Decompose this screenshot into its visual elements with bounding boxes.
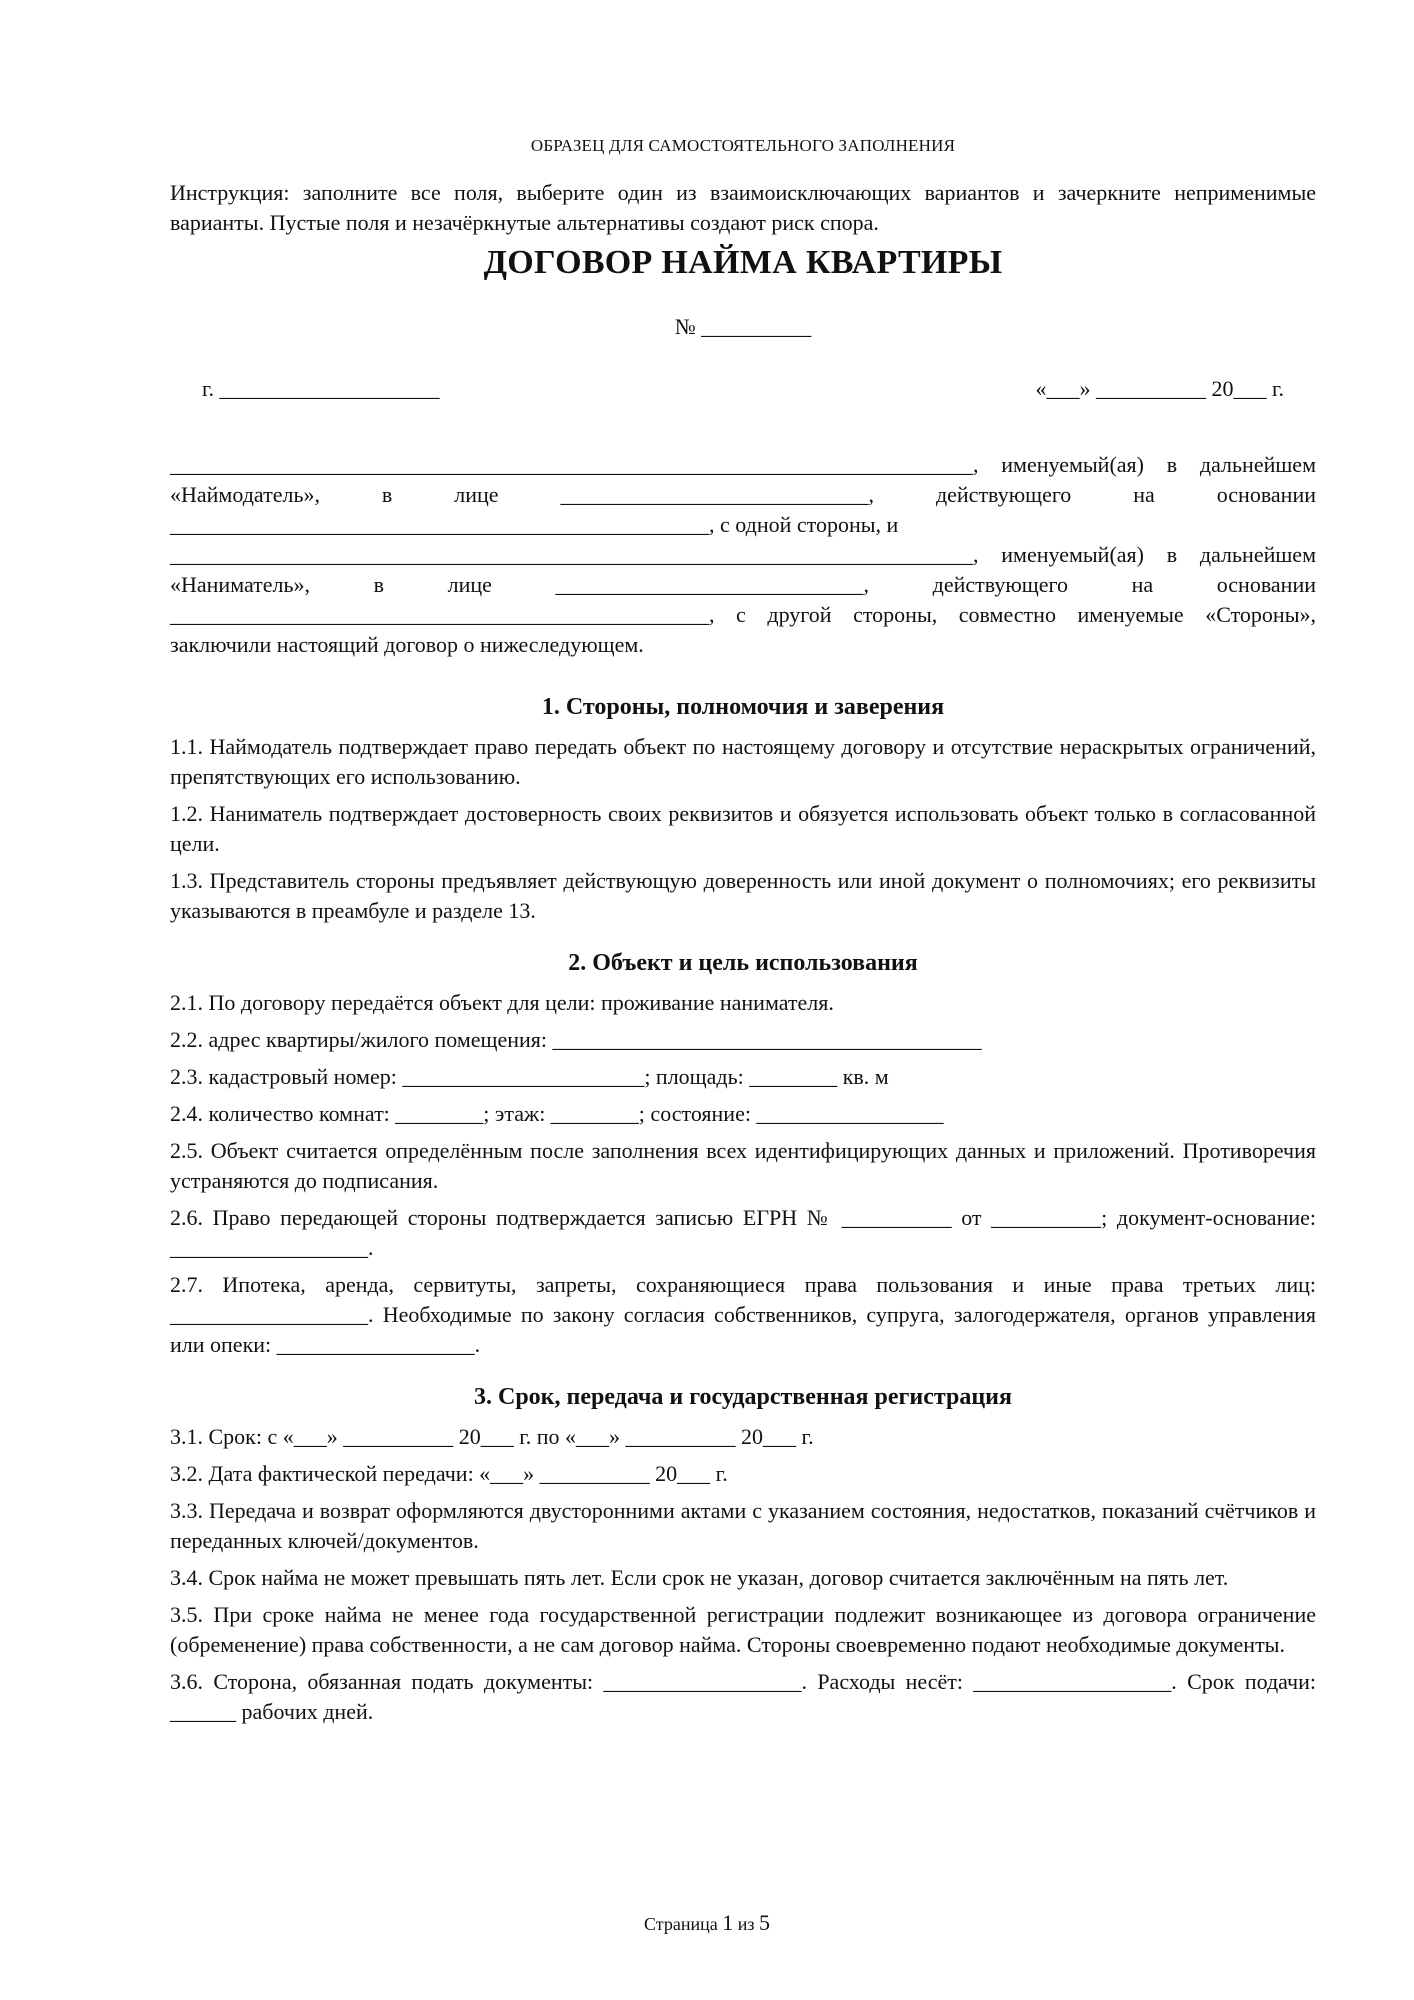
preamble-landlord: _________________________________________________________________________, именуемый(ая) в дальнейшем «Наймодатель», в лице ____________________________, действующего на основании _________________________________________________, с одной стороны, и (170, 452, 1316, 537)
section-1 (170, 692, 1316, 926)
contract-sections (170, 692, 1316, 1734)
clause-2-7: 2.7. Ипотека, аренда, сервитуты, запреты, сохраняющиеся права пользования и иные права третьих лиц: __________________. Необходимые по закону согласия собственников, супруга, залогодержателя, органов управления или опеки: __________________. (170, 1272, 1316, 1357)
clause-1-1: 1.1. Наймодатель подтверждает право передать объект по настоящему договору и отсутствие нераскрытых ограничений, препятствующих его использованию. (170, 734, 1316, 789)
clause-1-3: 1.3. Представитель стороны предъявляет действующую доверенность или иной документ о полномочиях; его реквизиты указываются в преамбуле и разделе 13. (170, 868, 1316, 923)
clause-2-4: 2.4. количество комнат: ________; этаж: ________; состояние: _________________ (170, 1101, 944, 1126)
preamble-tenant: _________________________________________________________________________, именуемый(ая) в дальнейшем «Наниматель», в лице ____________________________, действующего на основании _________________________________________________, с другой стороны, совместно именуемые «Стороны», заключили настоящий договор о нижеследующем. (170, 542, 1316, 657)
page-word: Страница (644, 1914, 718, 1934)
section-title: 3. Срок, передача и государственная регистрация (474, 1384, 1012, 1410)
section-3 (170, 1382, 1316, 1727)
date-field: «___» __________ 20___ г. (1035, 376, 1284, 401)
clause-2-5: 2.5. Объект считается определённым после заполнения всех идентифицирующих данных и приложений. Противоречия устраняются до подписания. (170, 1138, 1316, 1193)
clause-3-5: 3.5. При сроке найма не менее года государственной регистрации подлежит возникающее из договора ограничение (обременение) права собственности, а не сам договор найма. Стороны своевременно подают необходимые документы. (170, 1602, 1316, 1657)
clause-3-6: 3.6. Сторона, обязанная подать документы: __________________. Расходы несёт: __________________. Срок подачи: ______ рабочих дней. (170, 1669, 1316, 1724)
clause-3-4: 3.4. Срок найма не может превышать пять лет. Если срок не указан, договор считается заключённым на пять лет. (170, 1565, 1229, 1590)
clause-2-3: 2.3. кадастровый номер: ______________________; площадь: ________ кв. м (170, 1064, 889, 1089)
clause-3-3: 3.3. Передача и возврат оформляются двусторонними актами с указанием состояния, недостатков, показаний счётчиков и переданных ключей/документов. (170, 1498, 1316, 1553)
clause-3-2: 3.2. Дата фактической передачи: «___» __________ 20___ г. (170, 1461, 728, 1486)
page-current: 1 (722, 1910, 734, 1935)
document-title: ДОГОВОР НАЙМА КВАРТИРЫ (483, 244, 1003, 281)
city-field: г. ____________________ (202, 376, 440, 401)
page-total: 5 (758, 1910, 770, 1935)
of-word: из (737, 1914, 755, 1934)
page-footer (0, 1910, 1414, 1936)
clause-3-1: 3.1. Срок: с «___» __________ 20___ г. по «___» __________ 20___ г. (170, 1424, 814, 1449)
section-title: 2. Объект и цель использования (568, 950, 918, 976)
clause-2-6: 2.6. Право передающей стороны подтверждается записью ЕГРН № __________ от __________; документ-основание: __________________. (170, 1205, 1316, 1260)
preamble (170, 450, 1316, 660)
section-title: 1. Стороны, полномочия и заверения (541, 694, 945, 720)
sample-label: ОБРАЗЕЦ ДЛЯ САМОСТОЯТЕЛЬНОГО ЗАПОЛНЕНИЯ (530, 136, 956, 155)
clause-1-2: 1.2. Наниматель подтверждает достоверность своих реквизитов и обязуется использовать объект только в согласованной цели. (170, 801, 1316, 856)
contract-number-field: № __________ (674, 314, 812, 339)
section-2 (170, 948, 1316, 1360)
clause-2-1: 2.1. По договору передаётся объект для цели: проживание нанимателя. (170, 990, 834, 1015)
instruction-text: Инструкция: заполните все поля, выберите один из взаимоисключающих вариантов и зачеркните неприменимые варианты. Пустые поля и незачёркнутые альтернативы создают риск спора. (170, 180, 1316, 235)
clause-2-2: 2.2. адрес квартиры/жилого помещения: _______________________________________ (170, 1027, 982, 1052)
